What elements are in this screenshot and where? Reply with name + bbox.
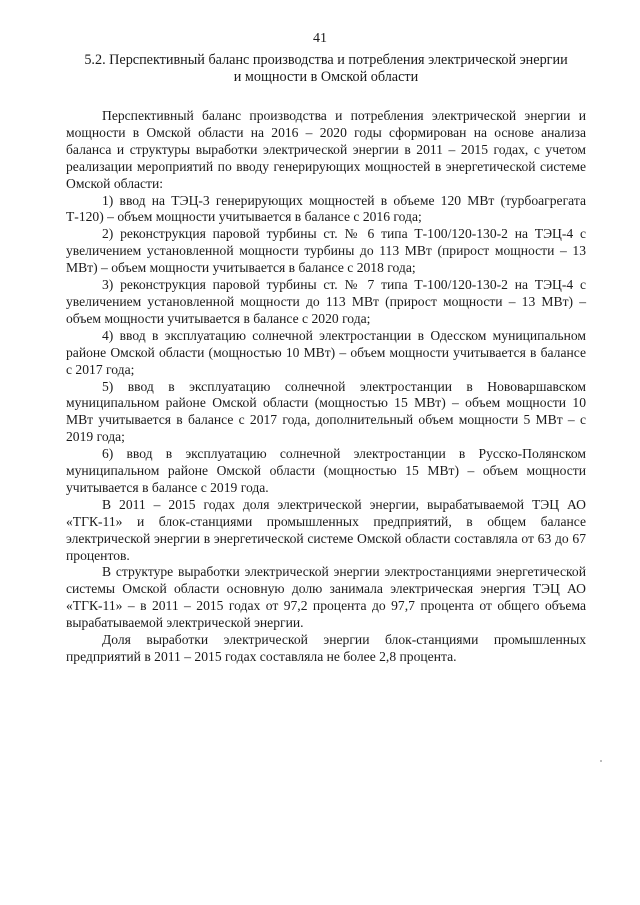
structure-paragraph: В структуре выработки электрической энергии электростанциями энергетической системы Омской области основную долю занимала электрическая энергия ТЭЦ АО «ТГК-11» – в 2011 – 2015 годах от 97,2 процента до 97,7 процента от общего объема вырабатываемой электрической энергии. — [66, 564, 586, 631]
share-paragraph: В 2011 – 2015 годах доля электрической энергии, вырабатываемой ТЭЦ АО «ТГК-11» и блок-станциями промышленных предприятий, в общем балансе электрической энергии в энергетической системе Омской области составляла от 63 до 67 процентов. — [66, 496, 586, 563]
section-heading — [66, 52, 586, 86]
list-item-5: 5) ввод в эксплуатацию солнечной электростанции в Нововаршавском муниципальном районе Омской области (мощностью 15 МВт) – объем мощности 10 МВт учитывается в балансе с 2017 года, дополнительный объем мощности 5 МВт – с 2019 года; — [66, 378, 586, 445]
list-item-4: 4) ввод в эксплуатацию солнечной электростанции в Одесском муниципальном районе Омской области (мощностью 10 МВт) – объем мощности учитывается в балансе с 2017 года; — [66, 327, 586, 377]
section-heading-line-1: 5.2. Перспективный баланс производства и потребления электрической энергии — [84, 52, 568, 68]
scan-dot — [600, 760, 602, 762]
intro-paragraph: Перспективный баланс производства и потребления электрической энергии и мощности в Омской области на 2016 – 2020 годы сформирован на основе анализа баланса и структуры выработки электрической энергии в 2011 – 2015 годах, с учетом реализации мероприятий по вводу генерирующих мощностей в энергетической системе Омской области: — [66, 108, 586, 191]
list-item-1: 1) ввод на ТЭЦ-3 генерирующих мощностей в объеме 120 МВт (турбоагрегата Т-120) – объем мощности учитывается в балансе с 2016 года; — [66, 192, 586, 225]
list-item-3: 3) реконструкция паровой турбины ст. № 7 типа Т-100/120-130-2 на ТЭЦ-4 с увеличением установленной мощности до 113 МВт (прирост мощности – 13 МВт) – объем мощности учитывается в балансе с 2020 года; — [66, 277, 586, 326]
section-heading-line-2: и мощности в Омской области — [233, 69, 419, 85]
list-item-2: 2) реконструкция паровой турбины ст. № 6 типа Т-100/120-130-2 на ТЭЦ-4 с увеличением установленной мощности турбины до 113 МВт (прирост мощности – 13 МВт) – объем мощности учитывается в балансе с 2018 года; — [66, 226, 586, 276]
page-number: 41 — [313, 31, 327, 46]
document-body — [66, 108, 586, 666]
list-item-6: 6) ввод в эксплуатацию солнечной электростанции в Русско-Полянском муниципальном районе Омской области (мощностью 15 МВт) – объем мощности учитывается в балансе с 2019 года. — [66, 446, 586, 495]
block-stations-paragraph: Доля выработки электрической энергии блок-станциями промышленных предприятий в 2011 – 2015 годах составляла не более 2,8 процента. — [66, 632, 586, 664]
